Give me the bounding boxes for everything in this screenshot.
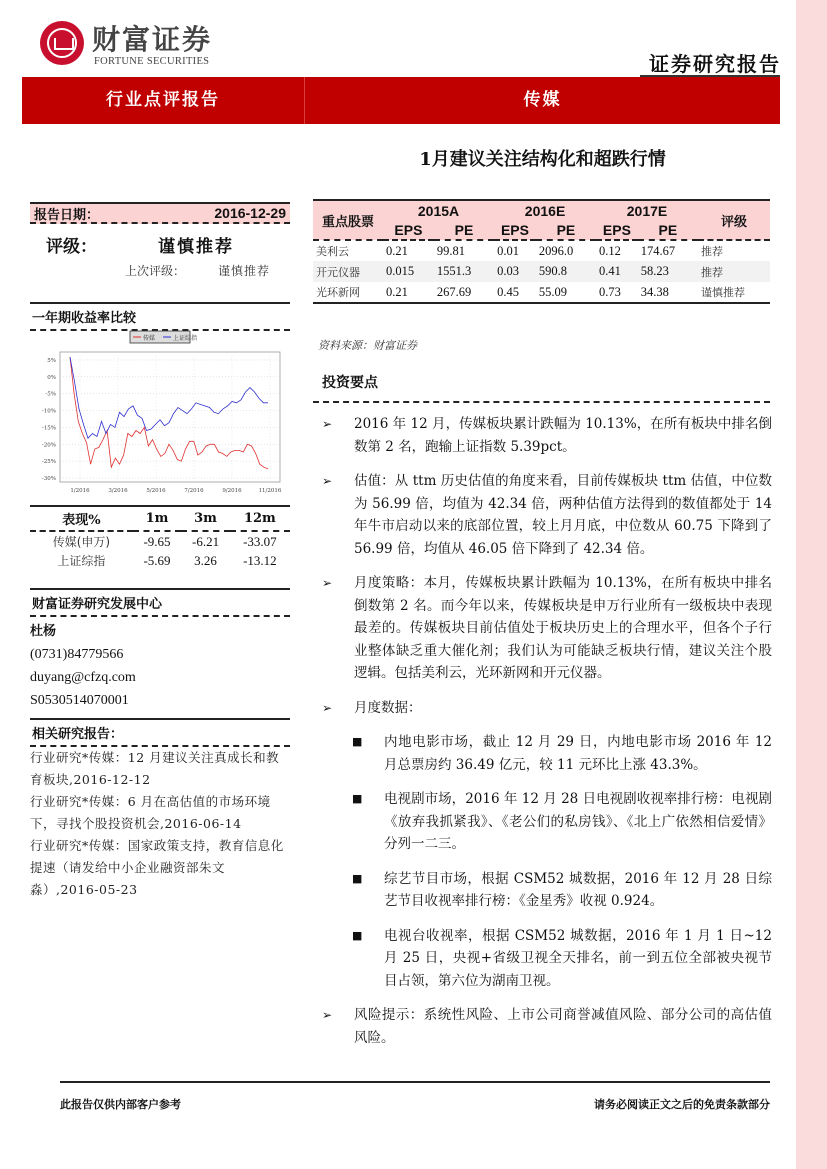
sub-bullet-text: 电视台收视率，根据 CSM52 城数据，2016 年 1 月 1 日~12 月 25 日，央视+省级卫视全天排名，前一到五位全部被央视节目占领，第六位为湖南卫视。	[384, 927, 772, 989]
rating-label: 评级：	[46, 237, 97, 257]
report-type: 证券研究报告	[649, 52, 781, 76]
related-report-link[interactable]: 行业研究*传媒：12 月建议关注真成长和教育板块,2016-12-12	[30, 750, 280, 787]
footer-left-note: 此报告仅供内部客户参考	[60, 1098, 181, 1111]
perf-cell: 3.26	[194, 552, 217, 568]
x-tick-label: 11/2016	[258, 488, 282, 494]
perf-cell: -6.21	[191, 533, 220, 549]
sub-bullet-text: 内地电影市场，截止 12 月 29 日，内地电影市场 2016 年 12 月总票房约 36.49 亿元，较 11 元环比上涨 43.3%。	[384, 734, 772, 773]
sub-bullet-item	[322, 925, 772, 993]
sub-bullet-text: 综艺节目市场，根据 CSM52 城数据，2016 年 12 月 28 日综艺节目收视率排行榜：《金星秀》收视 0.924。	[384, 870, 772, 909]
date-label: 报告日期：	[34, 207, 100, 223]
research-center	[30, 588, 290, 712]
perf-cell: -9.65	[143, 533, 171, 549]
x-tick-label: 3/2016	[108, 488, 128, 494]
stock-rating: 推荐	[701, 265, 723, 279]
eps-header: EPS	[602, 221, 631, 238]
analyst-name: 杜杨	[30, 624, 57, 639]
divider	[313, 401, 770, 403]
pe-header: PE	[454, 221, 474, 238]
sub-bullet-item	[322, 868, 772, 913]
related-report-link[interactable]: 行业研究*传媒：国家政策支持，教育信息化提速（请发给中小企业融资部朱文淼）,2016-05-23	[30, 838, 284, 897]
arrow-bullet-icon: ➢	[322, 576, 333, 590]
previous-rating-value: 谨慎推荐	[218, 264, 271, 278]
stock-rating: 谨慎推荐	[701, 286, 745, 299]
stock-value: 99.81	[436, 243, 465, 258]
table-row	[30, 531, 290, 551]
arrow-bullet-icon: ➢	[322, 1008, 333, 1022]
page-side-strip	[796, 0, 827, 1169]
stock-value: 0.73	[599, 284, 621, 299]
analyst-phone: (0731)84779566	[30, 647, 124, 662]
previous-rating-label: 上次评级：	[125, 264, 186, 278]
stock-value: 55.09	[538, 284, 567, 299]
bullet-item	[322, 697, 772, 720]
stock-value: 0.03	[497, 264, 519, 278]
legend-label: 传媒	[143, 335, 156, 342]
table-row	[30, 551, 290, 570]
related-reports	[30, 718, 290, 901]
bullet-item	[322, 572, 772, 685]
y-tick-label: -30%	[41, 476, 56, 482]
key-points-body	[322, 413, 772, 1061]
stock-value: 267.69	[436, 284, 472, 299]
bullet-item	[322, 1004, 772, 1049]
sub-bullet-item	[322, 788, 772, 856]
table-row	[313, 282, 770, 303]
square-bullet-icon: ■	[352, 928, 363, 942]
y-tick-label: -25%	[41, 459, 56, 466]
perf-cell: 上证综指	[57, 554, 106, 568]
performance-table	[30, 505, 290, 570]
square-bullet-icon: ■	[352, 871, 363, 885]
key-points-heading: 投资要点	[322, 375, 378, 391]
year-header: 2015A	[417, 202, 460, 219]
bullet-text: 估值：从 ttm 历史估值的角度来看，目前传媒板块 ttm 估值，中位数为 56.99 倍，均值为 42.34 倍，两种估值方法得到的数值都处于 14 年牛市启动以来的底部位置，较上月月底，中位数从 60.75 下降到了 56.99 倍，均值从 46.05 倍下降到了 42.34 倍。	[354, 473, 772, 557]
eps-header: EPS	[500, 221, 529, 238]
stock-value: 34.38	[640, 284, 669, 299]
perf-header: 3m	[181, 506, 230, 531]
bullet-text: 月度策略：本月，传媒板块累计跌幅为 10.13%，在所有板块中排名倒数第 2 名。而今年以来，传媒板块是申万行业所有一级板块中表现最差的。传媒板块目前估值处于板块历史上的合理水平，但各个子行业整体缺乏重大催化剂；我们认为可能缺乏板块行情，建议关注个股逻辑。包括美利云，光环新网和开元仪器。	[354, 575, 772, 681]
stock-value: 58.23	[640, 264, 669, 278]
perf-header: 12m	[230, 506, 290, 531]
chart-heading: 一年期收益率比较	[30, 302, 290, 331]
x-tick-label: 5/2016	[146, 488, 166, 494]
stock-value: 0.21	[386, 284, 408, 299]
square-bullet-icon: ■	[352, 735, 363, 748]
bullet-text: 2016 年 12 月，传媒板块累计跌幅为 10.13%，在所有板块中排名倒数第 2 名，跑输上证指数 5.39pct。	[354, 416, 772, 455]
brand-name-cn: 财富证券	[92, 23, 213, 56]
report-date: 2016-12-29	[214, 205, 286, 221]
table-row	[313, 240, 770, 261]
analyst-email[interactable]: duyang@cfzq.com	[30, 670, 136, 685]
report-title: 1月建议关注结构化和超跌行情	[419, 149, 666, 170]
perf-cell: -13.12	[243, 552, 277, 568]
stock-name: 光环新网	[316, 286, 360, 299]
plot-area	[60, 352, 280, 482]
stock-value: 590.8	[538, 264, 567, 278]
footer-divider	[60, 1081, 770, 1083]
report-date-row	[30, 202, 290, 224]
perf-cell: -5.69	[143, 552, 171, 568]
rating-row	[30, 232, 290, 257]
bullet-text: 月度数据：	[354, 699, 422, 716]
analyst-license: S0530514070001	[30, 693, 129, 708]
logo-seal-icon	[40, 21, 84, 65]
related-report-link[interactable]: 行业研究*传媒：6 月在高估值的市场环境下，寻找个股投资机会,2016-06-14	[30, 794, 271, 831]
y-tick-label: -5%	[45, 391, 56, 398]
stock-name: 开元仪器	[316, 265, 360, 279]
arrow-bullet-icon: ➢	[322, 474, 333, 488]
arrow-bullet-icon: ➢	[322, 700, 333, 715]
research-center-heading: 财富证券研究发展中心	[30, 588, 290, 617]
y-tick-label: 5%	[47, 358, 56, 364]
square-bullet-icon: ■	[352, 792, 363, 805]
perf-header: 1m	[133, 506, 182, 531]
y-tick-label: -15%	[41, 425, 56, 432]
perf-header: 表现%	[30, 506, 133, 531]
bullet-item	[322, 413, 772, 458]
y-tick-label: 0%	[47, 374, 56, 381]
pe-header: PE	[556, 221, 576, 238]
y-tick-label: -10%	[41, 408, 56, 415]
stock-value: 2096.0	[538, 243, 574, 258]
sub-bullet-text: 电视剧市场，2016 年 12 月 28 日电视剧收视率排行榜：电视剧《放弃我抓紧我》、《老公们的私房钱》、《北上广依然相信爱情》分列一二三。	[384, 791, 772, 852]
x-tick-label: 1/2016	[70, 488, 90, 494]
previous-rating-row	[30, 262, 290, 279]
perf-cell: 传媒(申万)	[52, 535, 111, 549]
stock-header: 重点股票	[321, 214, 374, 230]
stock-value: 0.21	[386, 243, 408, 258]
pe-header: PE	[658, 221, 678, 238]
report-category: 行业点评报告	[22, 77, 305, 124]
year-header: 2017E	[626, 202, 668, 219]
stock-value: 0.12	[599, 243, 621, 258]
industry-label: 传媒	[523, 90, 562, 110]
stock-value: 0.41	[599, 264, 621, 278]
stock-rating: 推荐	[701, 245, 723, 258]
footer-disclaimer-note: 请务必阅读正文之后的免责条款部分	[594, 1098, 770, 1111]
x-tick-label: 9/2016	[222, 488, 242, 494]
sub-bullet-item	[322, 731, 772, 776]
stock-name: 美利云	[316, 245, 349, 258]
table-row	[313, 261, 770, 282]
arrow-bullet-icon: ➢	[322, 417, 333, 431]
brand-name-en: FORTUNE SECURITIES	[94, 56, 210, 67]
y-tick-label: -20%	[41, 442, 56, 449]
header-bar	[22, 77, 780, 124]
rating-header: 评级	[720, 214, 747, 230]
stock-value: 1551.3	[436, 264, 472, 278]
bullet-item	[322, 470, 772, 560]
return-comparison-chart	[30, 330, 290, 500]
stock-value: 0.01	[497, 243, 519, 258]
related-reports-heading: 相关研究报告：	[30, 718, 290, 747]
year-header: 2016E	[524, 202, 566, 219]
legend-label: 上证综指	[173, 335, 198, 342]
perf-cell: -33.07	[243, 533, 277, 549]
eps-header: EPS	[394, 221, 423, 238]
x-tick-label: 7/2016	[184, 488, 204, 494]
rating-value: 谨慎推荐	[158, 237, 234, 257]
stock-value: 0.45	[497, 284, 519, 299]
stock-value: 0.015	[386, 264, 415, 278]
company-logo	[40, 18, 240, 70]
stock-value: 174.67	[640, 243, 676, 258]
table-source: 资料来源：财富证券	[318, 339, 417, 352]
key-stocks-table	[313, 199, 770, 304]
bullet-text: 风险提示：系统性风险、上市公司商誉减值风险、部分公司的高估值风险。	[354, 1007, 772, 1046]
